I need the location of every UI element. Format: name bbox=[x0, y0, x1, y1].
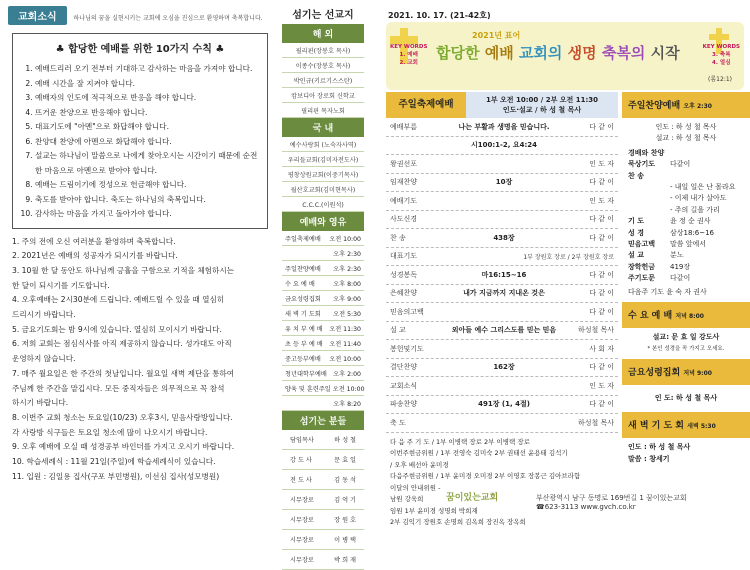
worship-time: 주일 오전 10:00 bbox=[318, 386, 365, 393]
worship-name: 금요성령집회 bbox=[285, 296, 321, 303]
announcement-item: 4. 오후예배는 2시30분에 드립니다. 예배드릴 수 있을 때 열심히 bbox=[12, 295, 225, 305]
service-content: 외아들 예수 그리스도를 믿는 믿음 bbox=[451, 326, 557, 335]
service-leader: 사 회 자 bbox=[589, 344, 614, 353]
praise-part: 장학헌금 bbox=[628, 262, 656, 271]
praise-part: 묵상기도 bbox=[628, 160, 656, 169]
worship-time: 오후 8:00 bbox=[333, 281, 361, 288]
service-row bbox=[386, 266, 618, 285]
footer bbox=[386, 490, 750, 530]
worship-time: 오후 2:30 bbox=[333, 266, 361, 273]
service-content: 162장 bbox=[493, 363, 515, 372]
service-part: 왕권선포 bbox=[390, 159, 418, 168]
announcement-item: 3. 10월 한 달 동안도 하나님께 긍휼을 구함으로 기적을 체험하시는 bbox=[12, 265, 235, 275]
worship-times-list bbox=[282, 231, 364, 411]
service-content: 10장 bbox=[495, 178, 513, 187]
announcement-item: 각 사랑방 식구들은 토요일 청소에 많이 나오시기 바랍니다. bbox=[12, 427, 208, 437]
order-of-service bbox=[386, 118, 618, 433]
service-note: 2부 김익기 장원호 손명희 김옥희 장진옥 장옥희 bbox=[390, 518, 526, 526]
service-leader: 다 같 이 bbox=[589, 363, 614, 372]
rules-list bbox=[21, 62, 259, 222]
service-leader: 인 도 자 bbox=[589, 381, 614, 390]
praise-item bbox=[628, 182, 744, 193]
worship-name: 청년대학부예배 bbox=[285, 371, 327, 378]
service-content: 내가 지금까지 지내온 것은 bbox=[463, 289, 545, 298]
service-part: 축 도 bbox=[390, 418, 406, 427]
banner-title: 합당한 예배 교회의 생명 축복의 시작 bbox=[436, 44, 680, 62]
announcement-item: 운영하지 않습니다. bbox=[12, 354, 76, 364]
praise-part: 기 도 bbox=[628, 217, 644, 226]
announcement-item: 6. 저희 교회는 점심식사를 아직 제공하지 않습니다. 성가대도 아직 bbox=[12, 339, 232, 349]
service-column bbox=[372, 0, 750, 530]
praise-content: 419장 bbox=[670, 262, 691, 271]
church-news-tag: 교회소식 bbox=[8, 6, 67, 25]
welcome-note: 하나님의 꿈을 실현시키는 교회에 오심을 진심으로 환영하며 축복합니다. bbox=[73, 15, 263, 22]
staff-name: 김 억 기 bbox=[334, 497, 356, 504]
praise-part bbox=[628, 193, 670, 204]
wednesday-service-header: 수 요 예 배 저녁 8:00 bbox=[622, 302, 750, 328]
staff-row bbox=[282, 530, 364, 550]
rule-item: 6. 찬양대 찬양에 아멘으로 화답해야 합니다. bbox=[35, 135, 259, 150]
service-row bbox=[386, 285, 618, 304]
praise-content: - 주의 길을 가리 bbox=[670, 205, 720, 214]
worship-time-row bbox=[282, 366, 364, 381]
praise-content: 분노 bbox=[670, 251, 684, 260]
worship-time: 오전 11:30 bbox=[329, 326, 361, 333]
mission-title: 섬기는 선교지 bbox=[292, 10, 354, 21]
sunday-service-header bbox=[386, 92, 618, 118]
service-part: 봉헌및기도 bbox=[390, 344, 424, 353]
banner-subtitle: 2021년 표어 bbox=[472, 31, 521, 40]
service-leader: 다 같 이 bbox=[589, 270, 614, 279]
service-part: 믿음의고백 bbox=[390, 307, 424, 316]
worship-time-row bbox=[282, 291, 364, 306]
praise-content: 다같이 bbox=[670, 274, 691, 283]
service-leader: 다 같 이 bbox=[589, 122, 614, 131]
staff-row bbox=[282, 550, 364, 570]
section-domestic: 국 내 bbox=[282, 118, 364, 137]
service-leader: 다 같 이 bbox=[589, 289, 614, 298]
service-leader: 1부 장원호 장로 / 2부 장원호 장로 bbox=[523, 253, 614, 261]
service-content: 438장 bbox=[493, 233, 515, 242]
service-row bbox=[386, 303, 618, 322]
announcements-list bbox=[8, 235, 272, 485]
worship-time: 오전 10:00 bbox=[329, 356, 361, 363]
announcement-item: 8. 이번주 교회 청소는 토요일(10/23) 오후3시, 믿음사랑방입니다. bbox=[12, 412, 233, 422]
service-leader: 다 같 이 bbox=[589, 215, 614, 224]
overseas-list bbox=[282, 43, 364, 118]
staff-name: 김 동 석 bbox=[334, 477, 356, 484]
mission-item: 캄보디아 장로회 신학교 bbox=[282, 88, 364, 103]
praise-content: - 내일 일은 난 몰라요 bbox=[670, 183, 736, 192]
mission-item: 필리핀 목자노회 bbox=[282, 103, 364, 118]
service-row bbox=[386, 137, 618, 156]
rule-item: 10. 감사하는 마음을 가지고 돌아가야 합니다. bbox=[35, 207, 259, 222]
announcement-item: 한 달이 되시기를 기도합니다. bbox=[12, 280, 110, 290]
mission-column bbox=[282, 0, 365, 564]
praise-item bbox=[628, 216, 744, 227]
service-leader: 하성철 목사 bbox=[577, 326, 614, 335]
praise-part: 주기도문 bbox=[628, 274, 656, 283]
staff-row bbox=[282, 490, 364, 510]
mission-item: 월산호교회(김미현목사) bbox=[282, 182, 364, 197]
worship-time-row bbox=[282, 321, 364, 336]
worship-time: 오전 5:30 bbox=[333, 311, 361, 318]
worship-time-row bbox=[282, 261, 364, 276]
rule-item: 7. 설교는 하나님이 말씀으로 나에게 찾아오시는 시간이기 때문에 순전한 마음으로 아멘으로 받아야 합니다. bbox=[35, 149, 259, 178]
service-leader: 인 도 자 bbox=[589, 159, 614, 168]
staff-role: 시무장로 bbox=[290, 497, 314, 504]
side-services bbox=[622, 92, 750, 469]
praise-content: 말씀 앞에서 bbox=[670, 240, 707, 249]
issue-date: 2021. 10. 17. (21-42호) bbox=[388, 11, 491, 20]
praise-item bbox=[628, 239, 744, 250]
praise-item bbox=[628, 171, 744, 182]
worship-name: 중고등부예배 bbox=[285, 356, 321, 363]
service-content: 시100:1-2, 요4:24 bbox=[470, 141, 538, 150]
praise-part: 믿음고백 bbox=[628, 240, 656, 249]
worship-name: 양육 및 훈련 bbox=[285, 386, 319, 393]
staff-name: 이 병 택 bbox=[334, 537, 356, 544]
mission-item: 필리핀(장봉호 목사) bbox=[282, 43, 364, 58]
church-logo: 꿈이있는교회 bbox=[446, 493, 499, 503]
worship-name: 주일찬양예배 bbox=[285, 266, 321, 273]
friday-service-body: 인 도: 하 성 철 목사 bbox=[654, 393, 718, 402]
staff-row bbox=[282, 510, 364, 530]
praise-item bbox=[628, 273, 744, 284]
service-note: 남원 강욱희 bbox=[390, 495, 424, 503]
praise-content: 다같이 bbox=[670, 160, 691, 169]
worship-time-row bbox=[282, 306, 364, 321]
staff-list bbox=[282, 430, 364, 570]
sunday-service-name: 주일축제예배 bbox=[386, 92, 466, 118]
service-note: 다음주현금위원 / 1부 윤미경 오미경 2부 이영호 장봉근 김아브라함 bbox=[390, 472, 581, 480]
praise-service-header: 주일찬양예배 오후 2:30 bbox=[622, 92, 750, 118]
service-row bbox=[386, 396, 618, 415]
rule-item: 3. 예배자의 인도에 적극적으로 반응을 해야 합니다. bbox=[35, 91, 259, 106]
praise-part bbox=[628, 205, 670, 216]
service-note: 다 음 주 기 도 / 1부 이병택 장로 2부 이병택 장로 bbox=[390, 437, 530, 446]
sunday-service-times: 1부 오전 10:00 / 2부 오전 11:30 인도·설교 / 하 성 철 목사 bbox=[485, 96, 599, 114]
service-row bbox=[386, 340, 618, 359]
praise-item bbox=[628, 193, 744, 204]
service-leader: 인 도 자 bbox=[589, 196, 614, 205]
rule-item: 1. 예배드리러 오기 전부터 기대하고 감사하는 마음을 가져야 합니다. bbox=[35, 62, 259, 77]
rule-item: 9. 축도를 받아야 합니다. 축도는 하나님의 축복입니다. bbox=[35, 193, 259, 208]
worship-time: 오후 9:00 bbox=[333, 296, 361, 303]
staff-role: 담임목사 bbox=[290, 437, 314, 444]
service-content: 나는 부활과 생명을 믿습니다. bbox=[458, 122, 550, 131]
mission-item: 평창상원교회(이중기목사) bbox=[282, 167, 364, 182]
praise-part: 경배와 찬양 bbox=[628, 148, 665, 157]
praise-part: 성 경 bbox=[628, 228, 644, 237]
worship-time: 오후 8:20 bbox=[333, 401, 361, 408]
worship-name: 주일축제예배 bbox=[285, 236, 321, 243]
announcement-item: 5. 금요기도회는 밤 9시에 있습니다. 열심히 모이시기 바랍니다. bbox=[12, 324, 222, 334]
motto-banner bbox=[386, 22, 744, 90]
praise-part: 찬 송 bbox=[628, 171, 644, 180]
service-leader: 다 같 이 bbox=[589, 233, 614, 242]
rules-title: ♣ 합당한 예배를 위한 10가지 수칙 ♣ bbox=[55, 44, 225, 55]
praise-content: 삼상18:6~16 bbox=[670, 228, 715, 237]
staff-role: 시무장로 bbox=[290, 517, 314, 524]
sunday-service bbox=[386, 92, 618, 529]
rule-item: 8. 예배는 드림이기에 정성으로 헌금해야 합니다. bbox=[35, 178, 259, 193]
service-note: 임원 1부 윤미경 성명희 박희재 bbox=[390, 506, 478, 515]
news-column bbox=[0, 0, 280, 530]
section-worship: 예배와 영유 bbox=[282, 212, 364, 231]
service-row bbox=[386, 174, 618, 193]
section-staff: 섬기는 분들 bbox=[282, 411, 364, 430]
worship-time: 오전 11:40 bbox=[329, 341, 361, 348]
service-part: 파송찬양 bbox=[390, 400, 418, 409]
announcement-item: 11. 입원 : 김일용 집사(구포 부민병원), 이선심 집사(성모병원) bbox=[12, 471, 220, 481]
service-row bbox=[386, 414, 618, 433]
mission-item: 예수사랑회 (노숙자사역) bbox=[282, 137, 364, 152]
worship-name: 유 치 부 예 배 bbox=[285, 326, 323, 333]
dawn-service-header: 새 벽 기 도 회 새벽 5:30 bbox=[622, 412, 750, 438]
announcement-item: 2. 2021년은 예배의 성공자가 되시기를 바랍니다. bbox=[12, 251, 178, 261]
service-row bbox=[386, 211, 618, 230]
praise-part: 설 교 bbox=[628, 251, 644, 260]
service-row bbox=[386, 192, 618, 211]
church-address: 부산광역시 남구 동명로 169번길 1 꿈이있는교회 ☎623-3113 www.gvch.co.kr bbox=[536, 494, 687, 511]
staff-row bbox=[282, 450, 364, 470]
staff-name: 하 성 철 bbox=[334, 437, 356, 444]
praise-item bbox=[628, 159, 744, 170]
worship-rules-box bbox=[12, 33, 268, 229]
praise-part bbox=[628, 182, 670, 193]
service-part: 설 교 bbox=[390, 326, 406, 335]
service-row bbox=[386, 118, 618, 137]
worship-time-row bbox=[282, 396, 364, 411]
service-part: 찬 송 bbox=[390, 233, 406, 242]
announcement-item: 9. 오후 예배에 오실 때 성경공부 바인더를 가지고 오시기 바랍니다. bbox=[12, 442, 235, 452]
dawn-service-body: 인도 : 하 성 철 목사 말씀 : 창세기 bbox=[628, 443, 691, 463]
praise-content: - 이제 내가 살아도 bbox=[670, 194, 727, 203]
service-leader: 다 같 이 bbox=[589, 307, 614, 316]
wednesday-service-body: 설교: 문 효 일 강도사 * 본인 성경을 꼭 가지고 오세요. bbox=[647, 333, 725, 352]
service-note: 이번주현금위원 / 1부 전영숙 김미숙 2부 권태선 윤용태 김석기 bbox=[390, 449, 568, 457]
service-note: 이달의 안내위원 - bbox=[390, 483, 441, 492]
staff-row bbox=[282, 430, 364, 450]
service-content: 마16:15~16 bbox=[481, 270, 527, 279]
worship-name: 수 요 예 배 bbox=[285, 281, 315, 288]
worship-time-row bbox=[282, 381, 364, 396]
service-note: / 오후 배선아 윤미경 bbox=[390, 460, 449, 469]
mission-item: 우리들교회(김미자전도사) bbox=[282, 152, 364, 167]
worship-time: 오후 2:30 bbox=[333, 251, 361, 258]
staff-row bbox=[282, 470, 364, 490]
keywords-right: KEY WORDS 3. 축복 4. 열심 bbox=[702, 44, 740, 66]
mission-item: C.C.C.(이원석) bbox=[282, 197, 364, 212]
worship-time-row bbox=[282, 276, 364, 291]
service-part: 사도신경 bbox=[390, 215, 418, 224]
service-part: 대표기도 bbox=[390, 252, 418, 261]
announcement-item: 하시기 바랍니다. bbox=[12, 398, 69, 408]
staff-role: 시무장로 bbox=[290, 537, 314, 544]
praise-service-body: 인도 : 하 성 철 목사 설교 : 하 성 철 목사 경배와 찬양 묵상기도 다같이 찬 송 - 내일 일은 난 몰라요 - 이제 내가 살아도 - 주의 길을 가리 기 도 윤 정 순 권사 성 경 삼상18:6~16 믿음고백 말씀 앞에서 설 교 분노 장학헌금 419장 주기도문 다같이 다음주 기도 윤 숙 자 권사 bbox=[622, 118, 750, 302]
announcement-item: 주님께 한 주간을 맡깁시다. 모든 중직자들은 의무적으로 꼭 참석 bbox=[12, 383, 225, 393]
praise-item bbox=[628, 205, 744, 216]
staff-role: 시무장로 bbox=[290, 557, 314, 564]
staff-name: 장 원 호 bbox=[334, 517, 356, 524]
praise-item bbox=[628, 262, 744, 273]
service-content: 491장 (1, 4절) bbox=[478, 400, 530, 409]
worship-name: 초 등 부 예 배 bbox=[285, 341, 323, 348]
praise-item bbox=[628, 148, 744, 159]
mission-item: 박인규(키르기스스탄) bbox=[282, 73, 364, 88]
banner-reference: (롬12:1) bbox=[708, 76, 732, 83]
service-part: 예배부름 bbox=[390, 122, 418, 131]
mission-item: 이종수(장봉호 목사) bbox=[282, 58, 364, 73]
rule-item: 2. 예배 시간을 잘 지켜야 합니다. bbox=[35, 77, 259, 92]
service-row bbox=[386, 155, 618, 174]
service-leader: 다 같 이 bbox=[589, 178, 614, 187]
worship-time: 오후 2:00 bbox=[333, 371, 361, 378]
service-part: 임재찬양 bbox=[390, 178, 418, 187]
service-part: 은혜찬양 bbox=[390, 289, 418, 298]
service-part: 예배기도 bbox=[390, 196, 418, 205]
staff-name: 문 효 일 bbox=[334, 457, 356, 464]
service-leader: 하성철 목사 bbox=[577, 418, 614, 427]
worship-time-row bbox=[282, 336, 364, 351]
keywords-left: KEY WORDS 1. 예배 2. 교회 bbox=[390, 44, 428, 66]
praise-item bbox=[628, 250, 744, 261]
rule-item: 4. 뜨거운 찬양으로 반응해야 합니다. bbox=[35, 106, 259, 121]
service-leader: 다 같 이 bbox=[589, 400, 614, 409]
announcement-item: 7. 매주 월요일은 한 주간의 첫날입니다. 월요일 새벽 제단을 통하여 bbox=[12, 368, 235, 378]
praise-content: 윤 정 순 권사 bbox=[670, 217, 711, 226]
praise-item bbox=[628, 228, 744, 239]
rule-item: 5. 대표기도에 "아멘"으로 화답해야 합니다. bbox=[35, 120, 259, 135]
announcement-item: 1. 주의 전에 오신 여러분을 환영하며 축복합니다. bbox=[12, 236, 176, 246]
service-row bbox=[386, 377, 618, 396]
service-part: 결단찬양 bbox=[390, 363, 418, 372]
staff-role: 전 도 사 bbox=[290, 477, 312, 484]
worship-name: 새 벽 기 도회 bbox=[285, 311, 321, 318]
worship-time-row bbox=[282, 246, 364, 261]
worship-time: 오전 10:00 bbox=[329, 236, 361, 243]
service-row bbox=[386, 229, 618, 248]
domestic-list bbox=[282, 137, 364, 212]
staff-name: 박 희 재 bbox=[334, 557, 356, 564]
staff-role: 강 도 사 bbox=[290, 457, 312, 464]
service-row bbox=[386, 248, 618, 267]
service-row bbox=[386, 322, 618, 341]
worship-time-row bbox=[282, 231, 364, 246]
worship-time-row bbox=[282, 351, 364, 366]
announcement-item: 10. 학습세례식 : 11월 21일(주일)에 학습세례식이 있습니다. bbox=[12, 457, 216, 467]
section-overseas: 해 외 bbox=[282, 24, 364, 43]
service-row bbox=[386, 359, 618, 378]
announcement-item: 드리시기 바랍니다. bbox=[12, 310, 76, 320]
service-part: 성경봉독 bbox=[390, 270, 418, 279]
service-part: 교회소식 bbox=[390, 381, 418, 390]
friday-service-header: 금요성령집회 저녁 9:00 bbox=[622, 359, 750, 385]
